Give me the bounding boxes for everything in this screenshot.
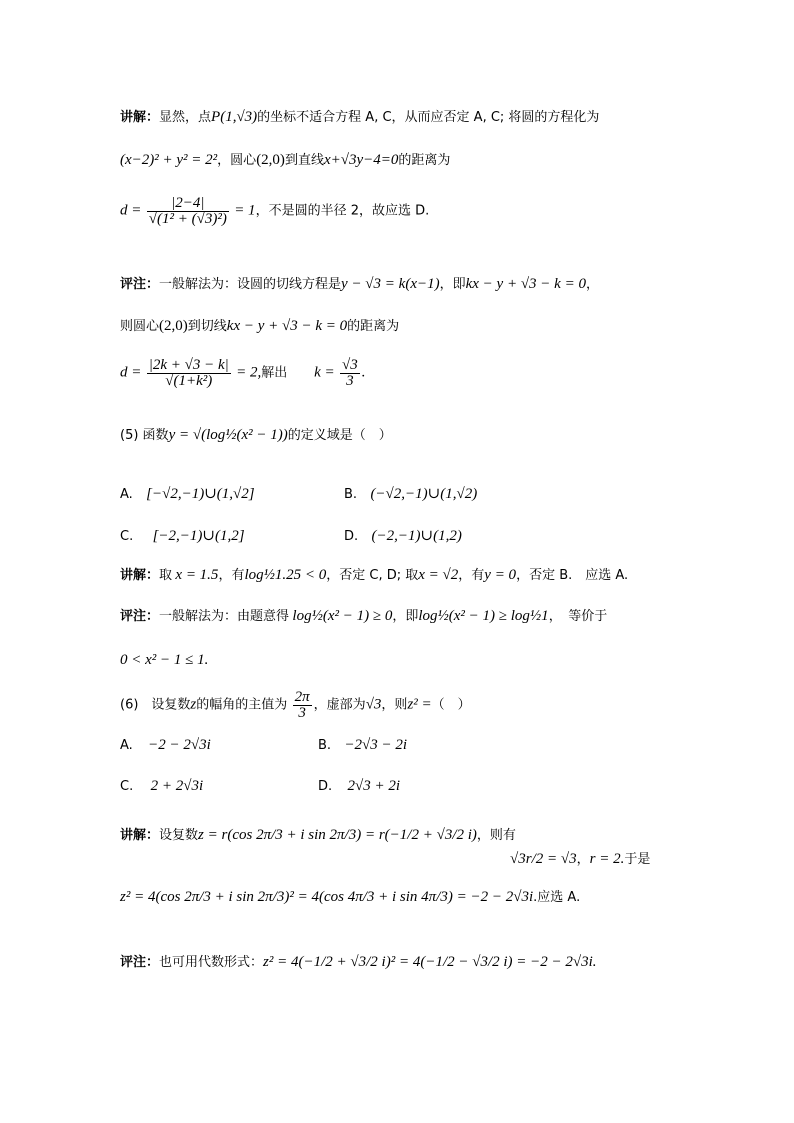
solution1-line1 [120, 110, 599, 125]
fraction-denominator: √(1² + (√3)²) [148, 211, 227, 227]
circle-center: (2,0) [256, 152, 285, 168]
solution1-text: ，圆心 [217, 153, 257, 168]
comment1-text: ，即 [439, 277, 466, 292]
fraction-denominator: √(1+k²) [165, 373, 213, 389]
comment1-text: 到切线 [187, 319, 227, 334]
comment1-line3 [120, 358, 365, 389]
q6-option-d [318, 778, 400, 795]
solution1-line2 [120, 153, 450, 168]
solution5-label: 讲解： [120, 568, 160, 583]
solution6-text: .应选 A. [533, 890, 581, 905]
option-label: D. [318, 779, 333, 794]
q6-stem-text: 的幅角的主值为 [196, 697, 288, 713]
option-label: B. [318, 738, 332, 753]
line-equation: x+√3y−4=0 [323, 152, 399, 168]
option-value: [−√2,−1)∪(1,√2] [146, 486, 255, 502]
log-inequality: log½(x² − 1) ≥ 0 [292, 608, 393, 624]
q5-number: (5) 函数 [120, 428, 169, 443]
q6-option-c [120, 778, 203, 795]
solution5-text: ，有 [218, 568, 245, 583]
comment6-line [120, 955, 597, 970]
argument-fraction [293, 690, 312, 721]
solution1-label: 讲解： [120, 110, 160, 125]
comment1-text: ， [585, 277, 599, 292]
distance-rhs: = 1 [234, 202, 256, 219]
comment1-text: 解出 [261, 365, 288, 381]
comment5-line2 [120, 653, 208, 668]
option-value: (−√2,−1)∪(1,√2) [370, 486, 478, 502]
solution6-line1 [120, 828, 516, 843]
comment5-line1 [120, 609, 607, 624]
fraction-numerator: 2π [294, 689, 310, 705]
solution6-text: 设复数 [159, 828, 199, 843]
solution6-line2 [120, 890, 580, 905]
solution5-text: 取 [159, 568, 173, 583]
tangent-equation-2: kx − y + √3 − k = 0 [226, 318, 348, 334]
solution5-text: ，有 [458, 568, 485, 583]
x-value: x = 1.5 [175, 567, 219, 583]
q6-option-b [318, 737, 407, 754]
q5-option-a [120, 484, 255, 503]
k-lhs: k = [314, 364, 335, 381]
modulus-condition: √3r/2 = √3 [510, 851, 577, 867]
solution6-text: ， [576, 852, 590, 867]
q6-stem-text: ，则 [381, 697, 408, 713]
option-value: 2 + 2√3i [150, 778, 204, 794]
point-p: P(1,√3) [211, 109, 258, 125]
option-label: B. [344, 487, 358, 502]
fraction-denominator: 3 [298, 705, 306, 721]
comment1-line1 [120, 277, 599, 292]
solution6-label: 讲解： [120, 828, 160, 843]
option-value: −2 − 2√3i [148, 737, 211, 753]
log-inequality: log½1.25 < 0 [244, 567, 327, 583]
solution1-text: ，不是圆的半径 2，故应选 D. [255, 203, 430, 219]
distance-rhs: = 2, [236, 364, 262, 381]
option-label: A. [120, 738, 133, 753]
q5-option-d [344, 526, 462, 545]
imaginary-part: √3 [365, 696, 382, 713]
comment1-label: 评注： [120, 277, 160, 292]
solution6-text: ，则有 [476, 828, 516, 843]
k-end: . [361, 364, 366, 381]
solution6-conditions [510, 852, 650, 867]
q6-number: (6) 设复数 [120, 697, 191, 713]
option-value: [−2,−1)∪(1,2] [152, 528, 245, 544]
solution1-text: 的距离为 [398, 153, 451, 168]
circle-center: (2,0) [159, 318, 188, 334]
comment5-text: 一般解法为：由题意得 [159, 609, 290, 624]
fraction-numerator: |2k + √3 − k| [148, 357, 229, 373]
circle-equation: (x−2)² + y² = 2² [120, 152, 218, 168]
distance-lhs: d = [120, 202, 142, 219]
solution5-text: ，否定 B. 应选 A. [516, 568, 629, 583]
y-value: y = 0 [484, 567, 517, 583]
fraction-denominator: 3 [346, 373, 354, 389]
distance-lhs: d = [120, 364, 142, 381]
fraction-numerator: √3 [341, 357, 358, 373]
log-inequality: log½(x² − 1) ≥ log½1 [418, 608, 549, 624]
option-label: C. [120, 529, 134, 544]
option-label: A. [120, 487, 133, 502]
modulus-value: r = 2. [589, 851, 625, 867]
tangent-equation: y − √3 = k(x−1) [341, 276, 440, 292]
q5-option-b [344, 484, 477, 503]
option-label: D. [344, 529, 359, 544]
option-value: (−2,−1)∪(1,2) [371, 528, 462, 544]
x-value: x = √2 [418, 567, 459, 583]
comment5-label: 评注： [120, 609, 160, 624]
q5-stem [120, 428, 392, 443]
solution6-text: 于是 [624, 852, 651, 867]
z-trig-form: z = r(cos 2π/3 + i sin 2π/3) = r(−1/2 + √3/2 i) [198, 827, 477, 843]
q5-option-c [120, 526, 245, 545]
q6-stem-text: ，虚部为 [313, 697, 366, 713]
option-value: 2√3 + 2i [347, 778, 401, 794]
algebraic-form: z² = 4(−1/2 + √3/2 i)² = 4(−1/2 − √3/2 i) = −2 − 2√3i. [263, 954, 597, 970]
q6-stem [120, 690, 471, 721]
variable-z: z [190, 696, 197, 713]
comment5-text: ， 等价于 [548, 609, 608, 624]
fraction-numerator: |2−4| [147, 196, 229, 212]
distance-fraction [147, 358, 231, 389]
distance-fraction [147, 196, 229, 227]
solution1-line3 [120, 196, 429, 227]
z-squared-trig: z² = 4(cos 2π/3 + i sin 2π/3)² = 4(cos 4π/3 + i sin 4π/3) = −2 − 2√3i [120, 889, 534, 905]
comment1-text: 则圆心 [120, 319, 160, 334]
solution1-text: 显然，点 [159, 110, 212, 125]
comment6-label: 评注： [120, 955, 160, 970]
option-label: C. [120, 779, 134, 794]
k-fraction [340, 358, 360, 389]
z-squared: z² = [407, 696, 432, 713]
q5-stem-text: 的定义域是（ ） [287, 428, 392, 443]
comment1-line2 [120, 319, 399, 334]
q6-stem-text: （ ） [431, 697, 471, 713]
equivalent-inequality: 0 < x² − 1 ≤ 1. [120, 652, 209, 668]
tangent-equation-2: kx − y + √3 − k = 0 [465, 276, 586, 292]
option-value: −2√3 − 2i [344, 737, 408, 753]
solution1-text: 的坐标不适合方程 A, C，从而应否定 A, C; 将圆的方程化为 [257, 110, 600, 125]
q5-function: y = √(log½(x² − 1)) [168, 427, 288, 443]
solution5-text: ，否定 C, D; 取 [326, 568, 419, 583]
solution5-line [120, 568, 628, 583]
comment1-text: 的距离为 [347, 319, 400, 334]
comment6-text: 也可用代数形式： [159, 955, 264, 970]
comment5-text: ，即 [392, 609, 419, 624]
comment1-text: 一般解法为：设圆的切线方程是 [159, 277, 342, 292]
solution1-text: 到直线 [284, 153, 324, 168]
q6-option-a [120, 737, 211, 754]
